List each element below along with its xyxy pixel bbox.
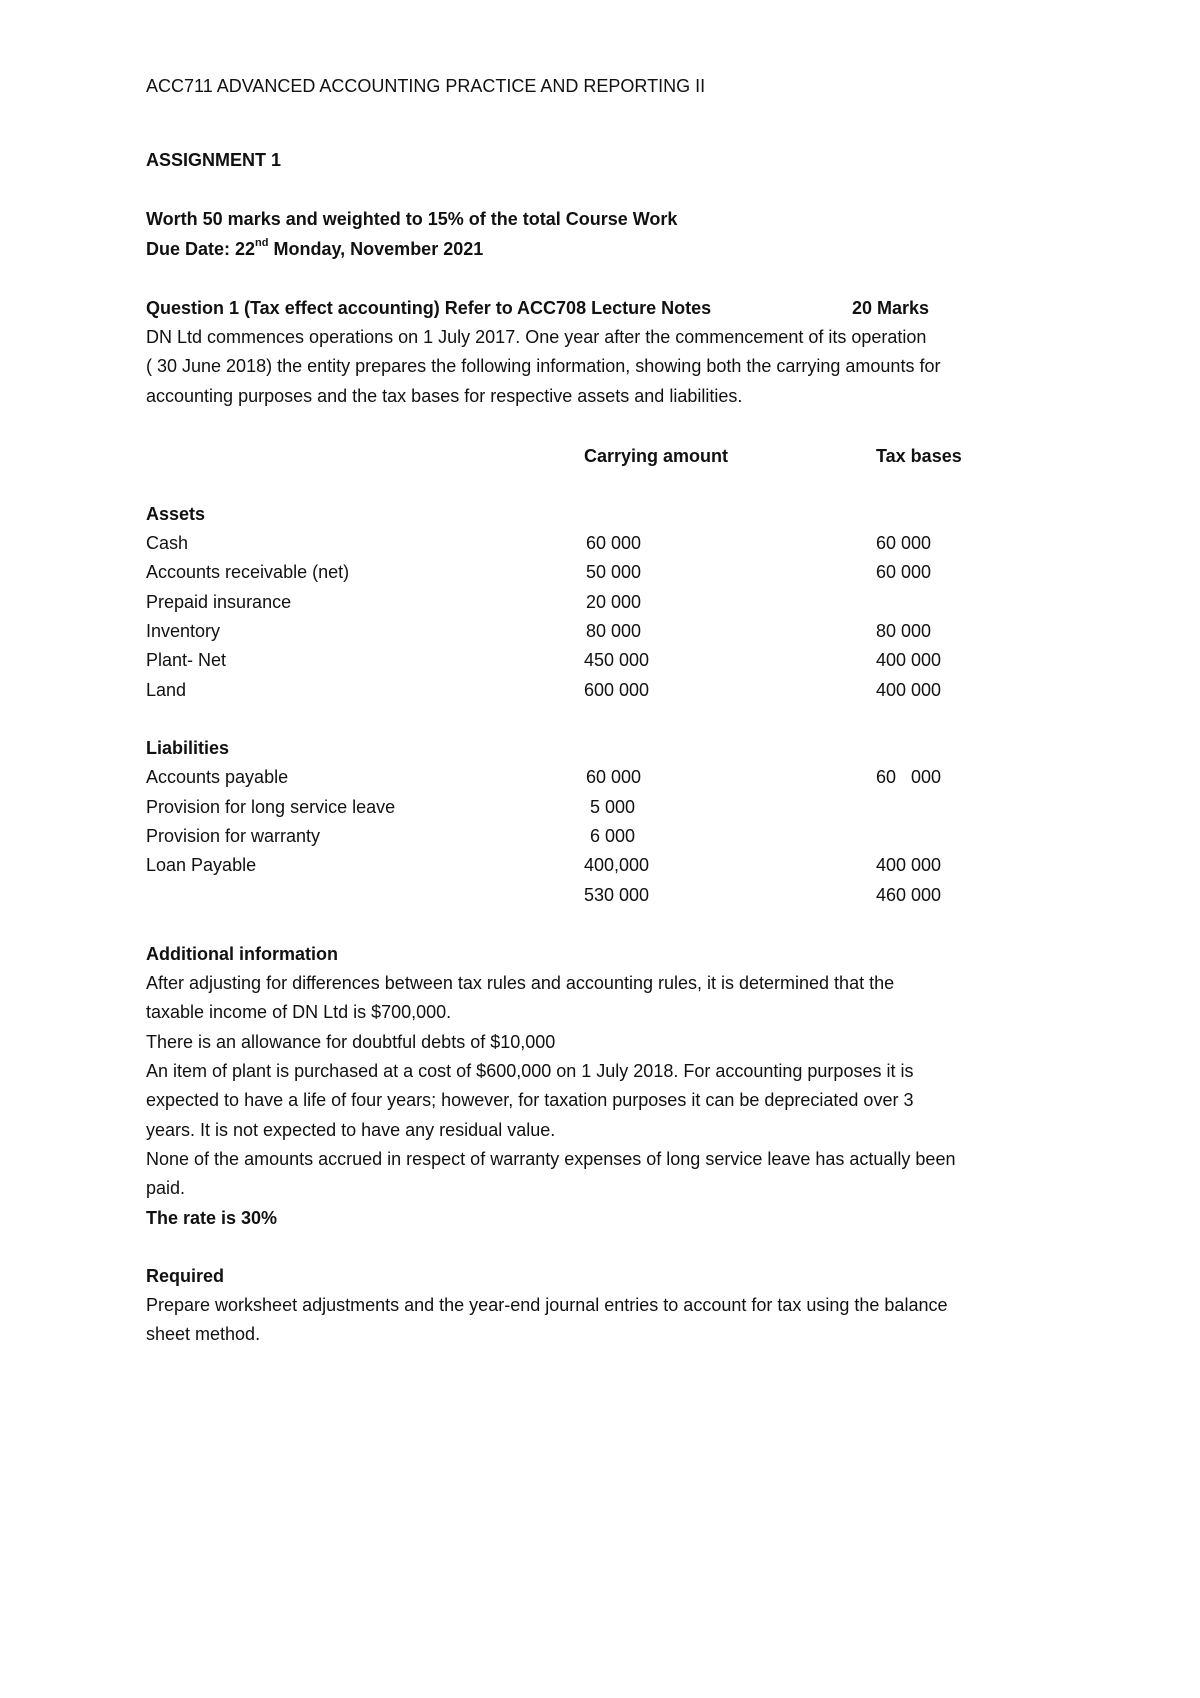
additional-line: years. It is not expected to have any residual value. bbox=[146, 1120, 556, 1140]
row-carrying: 6 000 bbox=[590, 826, 636, 846]
additional-line: There is an allowance for doubtful debts of $10,000 bbox=[146, 1032, 556, 1052]
row-tax: 60 000 bbox=[876, 533, 932, 553]
due-date bbox=[146, 237, 483, 261]
additional-line: After adjusting for differences between tax rules and accounting rules, it is determined that the bbox=[146, 973, 895, 993]
additional-heading: Additional information bbox=[146, 944, 338, 964]
row-carrying: 60 000 bbox=[586, 533, 642, 553]
row-label: Plant- Net bbox=[146, 650, 227, 670]
required-line: sheet method. bbox=[146, 1324, 261, 1344]
row-tax: 400 000 bbox=[876, 680, 942, 700]
additional-line: expected to have a life of four years; however, for taxation purposes it can be depreciated over 3 bbox=[146, 1090, 914, 1110]
due-date-prefix: Due Date: 22 bbox=[146, 239, 256, 259]
intro-line: DN Ltd commences operations on 1 July 2017. One year after the commencement of its operation bbox=[146, 327, 927, 347]
course-title: ACC711 ADVANCED ACCOUNTING PRACTICE AND REPORTING II bbox=[146, 76, 706, 96]
due-date-sup: nd bbox=[255, 237, 269, 249]
row-carrying: 5 000 bbox=[590, 797, 636, 817]
question-title: Question 1 (Tax effect accounting) Refer to ACC708 Lecture Notes bbox=[146, 298, 712, 318]
column-header-carrying: Carrying amount bbox=[584, 446, 729, 466]
row-carrying: 20 000 bbox=[586, 592, 642, 612]
row-carrying: 80 000 bbox=[586, 621, 642, 641]
row-tax: 60 000 bbox=[876, 562, 932, 582]
worth-statement: Worth 50 marks and weighted to 15% of the total Course Work bbox=[146, 209, 678, 229]
row-carrying: 600 000 bbox=[584, 680, 650, 700]
additional-line: taxable income of DN Ltd is $700,000. bbox=[146, 1002, 452, 1022]
row-label: Land bbox=[146, 680, 187, 700]
intro-line: accounting purposes and the tax bases for respective assets and liabilities. bbox=[146, 386, 743, 406]
assets-heading: Assets bbox=[146, 504, 206, 524]
column-header-tax: Tax bases bbox=[876, 446, 962, 466]
required-line: Prepare worksheet adjustments and the year-end journal entries to account for tax using the balance bbox=[146, 1295, 948, 1315]
row-carrying: 400,000 bbox=[584, 855, 650, 875]
row-label: Provision for long service leave bbox=[146, 797, 396, 817]
row-carrying: 50 000 bbox=[586, 562, 642, 582]
row-label: Inventory bbox=[146, 621, 221, 641]
row-tax: 80 000 bbox=[876, 621, 932, 641]
tax-rate: The rate is 30% bbox=[146, 1208, 278, 1228]
question-marks: 20 Marks bbox=[852, 298, 930, 318]
intro-line: ( 30 June 2018) the entity prepares the following information, showing both the carrying amounts for bbox=[146, 356, 941, 376]
row-tax: 400 000 bbox=[876, 855, 942, 875]
total-tax: 460 000 bbox=[876, 885, 942, 905]
row-tax: 60 000 bbox=[876, 767, 942, 787]
additional-line: An item of plant is purchased at a cost of $600,000 on 1 July 2018. For accounting purposes it is bbox=[146, 1061, 914, 1081]
total-carrying: 530 000 bbox=[584, 885, 650, 905]
row-label: Cash bbox=[146, 533, 189, 553]
liabilities-heading: Liabilities bbox=[146, 738, 230, 758]
assignment-title: ASSIGNMENT 1 bbox=[146, 150, 282, 170]
additional-line: paid. bbox=[146, 1178, 186, 1198]
row-label: Accounts payable bbox=[146, 767, 289, 787]
due-date-suffix: Monday, November 2021 bbox=[268, 239, 484, 259]
row-carrying: 450 000 bbox=[584, 650, 650, 670]
row-tax: 400 000 bbox=[876, 650, 942, 670]
row-carrying: 60 000 bbox=[586, 767, 642, 787]
additional-line: None of the amounts accrued in respect of warranty expenses of long service leave has actually been bbox=[146, 1149, 956, 1169]
required-heading: Required bbox=[146, 1266, 225, 1286]
row-label: Accounts receivable (net) bbox=[146, 562, 350, 582]
row-label: Provision for warranty bbox=[146, 826, 321, 846]
row-label: Prepaid insurance bbox=[146, 592, 292, 612]
row-label: Loan Payable bbox=[146, 855, 257, 875]
